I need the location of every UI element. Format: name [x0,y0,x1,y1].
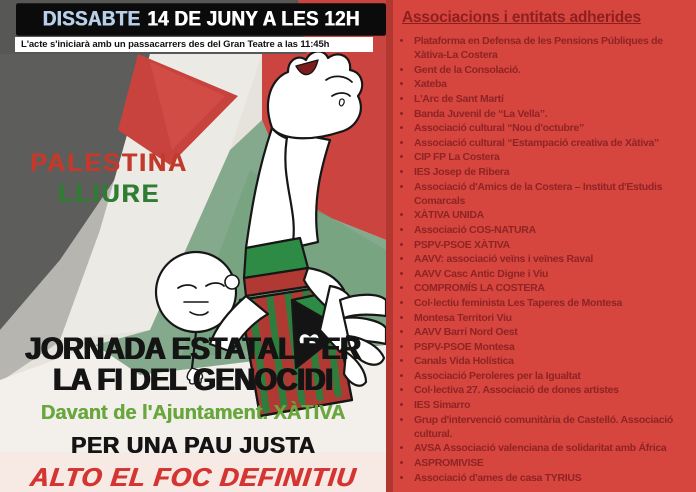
subtitle-text: L'acte s'iniciarà amb un passacarrers des del Gran Teatre a las 11:45h [21,39,330,50]
date-rest: 14 DE JUNY A LES 12H [147,7,360,31]
association-item: • Col·lectiu feminista Les Taperes de Montesa [413,296,693,310]
event-title-line-1: JORNADA ESTATAL PER [25,331,361,367]
ceasefire-slogan: ALTO EL FOC DEFINITIU [28,462,358,492]
association-item: • Gent de la Consolació. [413,63,693,77]
association-item: • PSPV-PSOE XÀTIVA [413,238,693,252]
association-item: • IES Josep de Ribera [413,165,693,179]
association-item: • Plataforma en Defensa de les Pensions Públiques de Xàtiva-La Costera [413,34,693,62]
association-item: • XÀTIVA UNIDA [413,208,693,222]
association-item: • Col·lectiva 27. Associació de dones artistes [413,383,693,397]
date-banner [16,3,386,35]
peace-slogan: PER UNA PAU JUSTA [70,432,316,458]
association-item: • Grup d'intervenció comunitària de Castelló. Associació cultural. [413,413,693,441]
association-item: • Associació d'Amics de la Costera – Institut d'Estudis Comarcals [413,180,693,208]
association-item: • AAVV: associació veïns i veïnes Raval [413,252,693,266]
association-item: • AAVV Casc Antic Digne i Viu [413,267,693,281]
slogan-line-1: PALESTINA [30,149,188,177]
event-title-line-2: LA FI DEL GENOCIDI [53,362,333,398]
association-item: • Montesa Territori Viu [413,311,693,325]
association-item: • COMPROMÍS LA COSTERA [413,281,693,295]
association-item: • AVSA Associació valenciana de solidaritat amb África [413,441,693,455]
association-item: • Associació cultural “Estampació creativa de Xàtiva” [413,136,693,150]
association-item: • Banda Juvenil de “La Vella”. [413,107,693,121]
association-item: • Associació cultural “Nou d'octubre” [413,121,693,135]
date-day: DISSABTE [42,7,141,31]
association-item: • AAVV Barri Nord Oest [413,325,693,339]
subtitle-banner [15,37,373,52]
association-item: • Xateba [413,77,693,91]
association-item: • IES Simarro [413,398,693,412]
association-item: • Associació d'ames de casa TYRIUS [413,471,693,485]
slogan [24,148,194,210]
association-item: • L'Arc de Sant Martí [413,92,693,106]
association-item: • ASPROMIVISE [413,456,693,470]
event-location: Davant de l'Ajuntament. XÀTIVA [40,402,346,424]
association-item: • Associació Peroleres per la Igualtat [413,369,693,383]
association-item: • PSPV-PSOE Montesa [413,340,693,354]
association-item: • Associació COS-NATURA [413,223,693,237]
associations-title: Associacions i entitats adherides [402,9,641,26]
associations-list [400,34,693,485]
slogan-line-2: LLIURE [57,180,161,208]
association-item: • Canals Vida Holística [413,354,693,368]
association-item: • CIP FP La Costera [413,150,693,164]
poster-bottom-text [0,331,386,492]
associations-panel [386,0,696,492]
